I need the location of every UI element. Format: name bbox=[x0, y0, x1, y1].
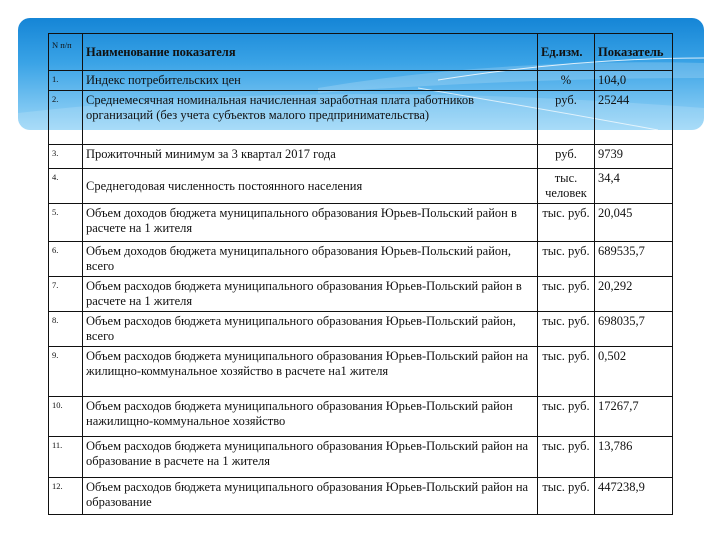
indicator-value: 20,292 bbox=[595, 277, 673, 312]
indicator-value: 34,4 bbox=[595, 169, 673, 204]
row-number: 7. bbox=[49, 277, 83, 312]
table-row bbox=[49, 169, 673, 204]
table-row bbox=[49, 204, 673, 242]
row-number: 4. bbox=[49, 169, 83, 204]
row-number: 9. bbox=[49, 347, 83, 397]
unit: тыс. руб. bbox=[538, 347, 595, 397]
header-name: Наименование показателя bbox=[83, 34, 538, 71]
table-row bbox=[49, 71, 673, 91]
row-number: 2. bbox=[49, 91, 83, 145]
unit: тыс. руб. bbox=[538, 242, 595, 277]
table-header-row bbox=[49, 34, 673, 71]
indicator-name: Объем расходов бюджета муниципального образования Юрьев-Польский район на образование в расчете на 1 жителя bbox=[83, 437, 538, 478]
table-row bbox=[49, 242, 673, 277]
indicator-value: 689535,7 bbox=[595, 242, 673, 277]
unit: тыс. руб. bbox=[538, 478, 595, 515]
indicator-value: 104,0 bbox=[595, 71, 673, 91]
unit: руб. bbox=[538, 91, 595, 145]
row-number: 12. bbox=[49, 478, 83, 515]
unit: тыс. руб. bbox=[538, 312, 595, 347]
table-row bbox=[49, 145, 673, 169]
unit: % bbox=[538, 71, 595, 91]
indicator-name: Объем расходов бюджета муниципального образования Юрьев-Польский район, всего bbox=[83, 312, 538, 347]
indicator-name: Объем доходов бюджета муниципального образования Юрьев-Польский район, всего bbox=[83, 242, 538, 277]
row-number: 1. bbox=[49, 71, 83, 91]
unit: тыс. руб. bbox=[538, 397, 595, 437]
indicator-name: Прожиточный минимум за 3 квартал 2017 года bbox=[83, 145, 538, 169]
header-value: Показатель bbox=[595, 34, 673, 71]
indicator-name: Объем расходов бюджета муниципального образования Юрьев-Польский район в расчете на 1 жителя bbox=[83, 277, 538, 312]
header-num: N п/п bbox=[49, 34, 83, 71]
table-row bbox=[49, 91, 673, 145]
unit: тыс. руб. bbox=[538, 437, 595, 478]
table-row bbox=[49, 277, 673, 312]
indicator-value: 17267,7 bbox=[595, 397, 673, 437]
table-row bbox=[49, 312, 673, 347]
indicator-name: Индекс потребительских цен bbox=[83, 71, 538, 91]
row-number: 6. bbox=[49, 242, 83, 277]
unit: тыс. руб. bbox=[538, 277, 595, 312]
header-unit: Ед.изм. bbox=[538, 34, 595, 71]
unit: тыс. руб. bbox=[538, 204, 595, 242]
table-row bbox=[49, 347, 673, 397]
row-number: 3. bbox=[49, 145, 83, 169]
indicator-name: Среднегодовая численность постоянного населения bbox=[83, 169, 538, 204]
indicator-value: 0,502 bbox=[595, 347, 673, 397]
indicator-name: Объем доходов бюджета муниципального образования Юрьев-Польский район в расчете на 1 жителя bbox=[83, 204, 538, 242]
indicator-value: 13,786 bbox=[595, 437, 673, 478]
table-row bbox=[49, 397, 673, 437]
row-number: 5. bbox=[49, 204, 83, 242]
indicator-value: 20,045 bbox=[595, 204, 673, 242]
unit: тыс. человек bbox=[538, 169, 595, 204]
row-number: 10. bbox=[49, 397, 83, 437]
indicator-name: Объем расходов бюджета муниципального образования Юрьев-Польский район нажилищно-коммунальное хозяйство bbox=[83, 397, 538, 437]
indicator-value: 447238,9 bbox=[595, 478, 673, 515]
indicator-name: Среднемесячная номинальная начисленная заработная плата работников организаций (без учета субъектов малого предпринимательства) bbox=[83, 91, 538, 145]
indicator-value: 9739 bbox=[595, 145, 673, 169]
table-row bbox=[49, 478, 673, 515]
indicator-value: 698035,7 bbox=[595, 312, 673, 347]
indicator-value: 25244 bbox=[595, 91, 673, 145]
indicators-table bbox=[48, 33, 673, 515]
row-number: 8. bbox=[49, 312, 83, 347]
indicator-name: Объем расходов бюджета муниципального образования Юрьев-Польский район на жилищно-коммунальное хозяйство в расчете на1 жителя bbox=[83, 347, 538, 397]
row-number: 11. bbox=[49, 437, 83, 478]
table-row bbox=[49, 437, 673, 478]
indicator-name: Объем расходов бюджета муниципального образования Юрьев-Польский район на образование bbox=[83, 478, 538, 515]
unit: руб. bbox=[538, 145, 595, 169]
